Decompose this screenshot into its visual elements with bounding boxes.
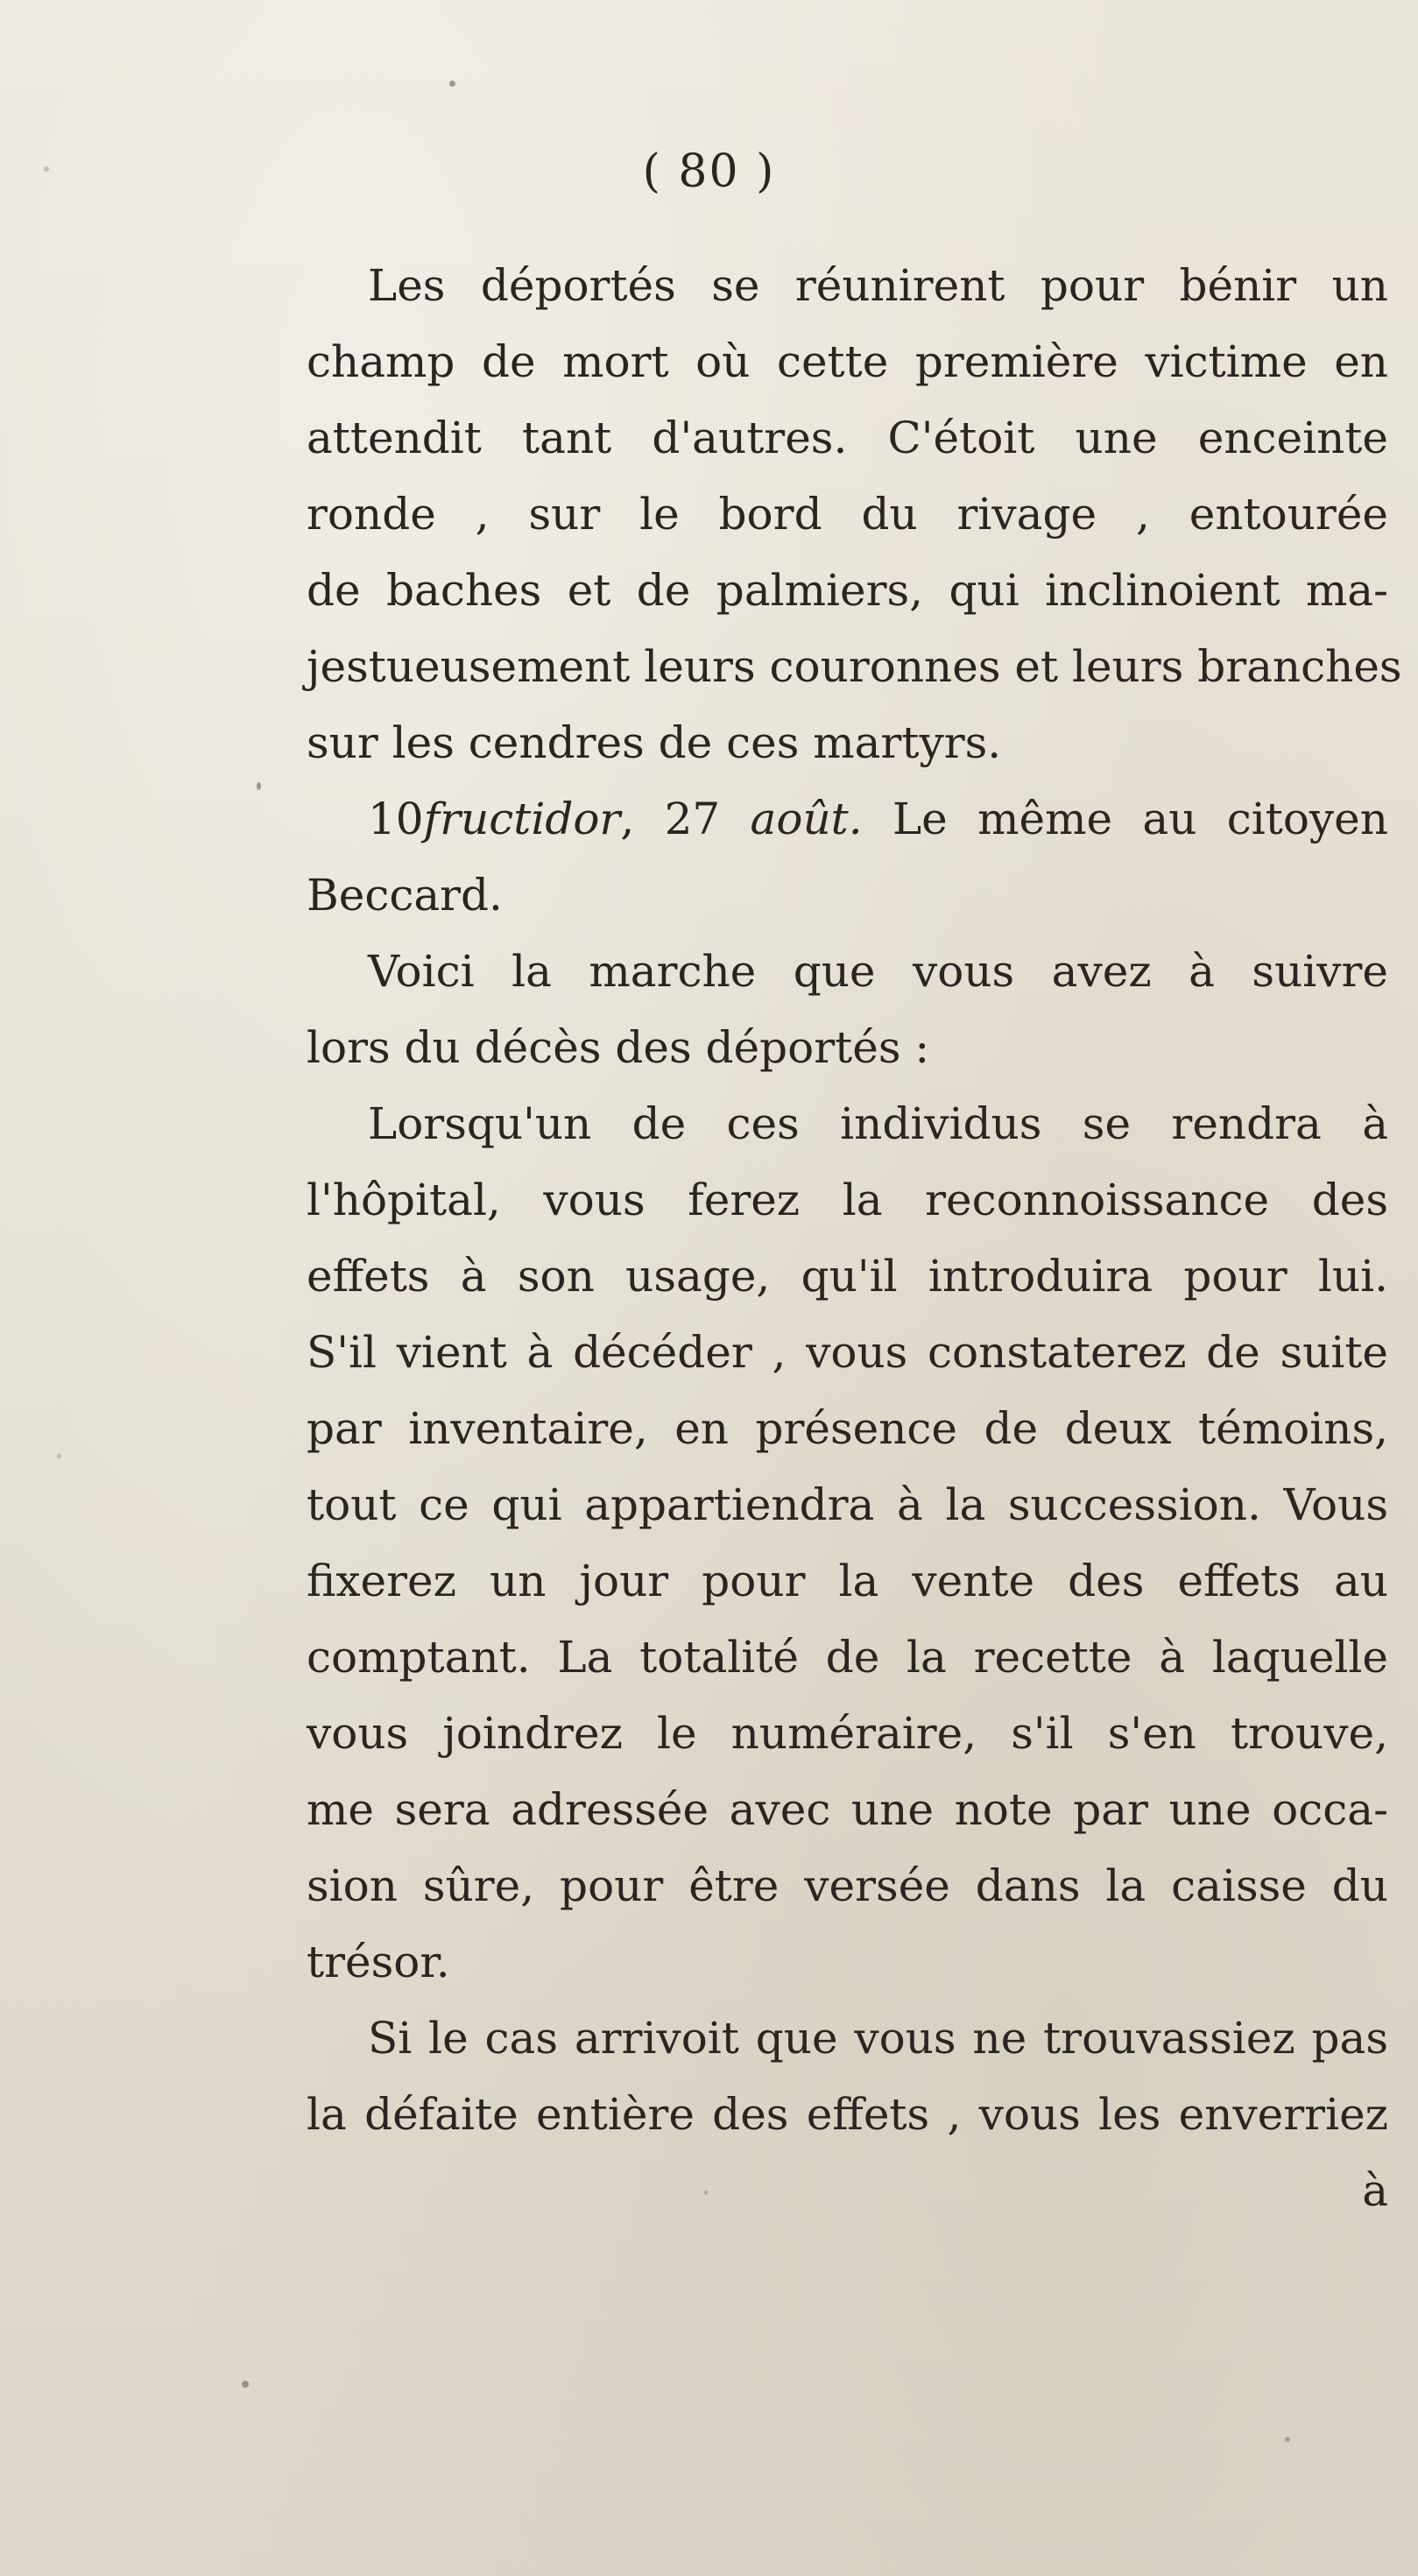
text-line: tout ce qui appartiendra à la succession. Vous (307, 1479, 1388, 1530)
text-line: attendit tant d'autres. C'étoit une enceinte (307, 413, 1388, 463)
text-line: vous joindrez le numéraire, s'il s'en trouve, (307, 1708, 1388, 1759)
text-line: fixerez un jour pour la vente des effets au (307, 1556, 1388, 1606)
text-line: par inventaire, en présence de deux témoins, (307, 1403, 1388, 1454)
text-line: comptant. La totalité de la recette à laquelle (307, 1632, 1388, 1683)
text-line: la défaite entière des effets , vous les enverriez (307, 2089, 1388, 2140)
text-line: ronde , sur le bord du rivage , entourée (307, 489, 1388, 540)
paper-speck (449, 81, 455, 87)
catchword: à (1362, 2165, 1388, 2216)
text-line: jestueusement leurs couronnes et leurs branches (307, 641, 1402, 692)
text-line: effets à son usage, qu'il introduira pour lui. (307, 1251, 1388, 1302)
text-line: Les déportés se réunirent pour bénir un (368, 260, 1388, 311)
text-line: trésor. (307, 1937, 450, 1987)
text-line: de baches et de palmiers, qui inclinoient ma- (307, 565, 1388, 616)
page-number: ( 80 ) (642, 145, 776, 198)
text-line: Lorsqu'un de ces individus se rendra à (368, 1098, 1388, 1149)
paper-speck (57, 1454, 61, 1458)
heading-day: 27 (664, 794, 721, 844)
heading-separator: , (620, 794, 635, 844)
text-line: champ de mort où cette première victime en (307, 336, 1388, 387)
text-line: me sera adressée avec une note par une occa- (307, 1784, 1388, 1835)
text-line: sion sûre, pour être versée dans la caisse du (307, 1860, 1388, 1911)
heading-month: fructidor (423, 794, 621, 844)
paper-speck (1285, 2437, 1290, 2442)
heading-month-gregorian: août. (750, 794, 863, 844)
text-line: Si le cas arrivoit que vous ne trouvassiez pas (368, 2013, 1388, 2064)
heading-rest: Le même au citoyen (892, 794, 1388, 844)
text-line: l'hôpital, vous ferez la reconnoissance des (307, 1175, 1388, 1225)
text-line: sur les cendres de ces martyrs. (307, 717, 1002, 768)
text-line: S'il vient à décéder , vous constaterez de suite (307, 1327, 1388, 1378)
text-line: Voici la marche que vous avez à suivre (368, 946, 1388, 997)
heading-date-number: 10 (368, 794, 424, 844)
text-line: lors du décès des déportés : (307, 1022, 930, 1073)
paper-speck (257, 782, 261, 790)
text-line: Beccard. (307, 870, 503, 921)
body-text (307, 248, 1402, 2229)
paper-speck (242, 2381, 249, 2388)
letter-heading (307, 781, 1388, 857)
